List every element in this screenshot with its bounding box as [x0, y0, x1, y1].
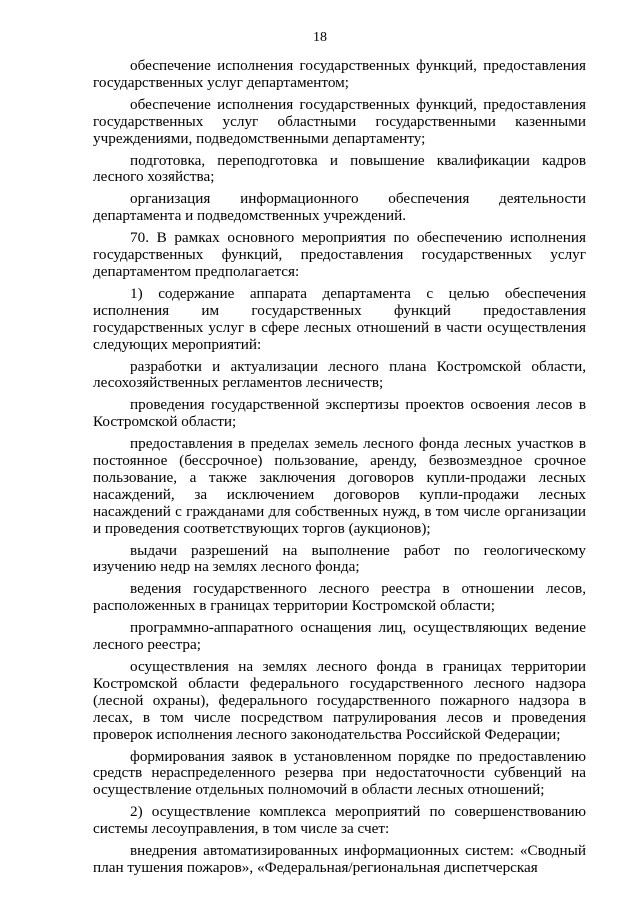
paragraph: ведения государственного лесного реестра в отношении лесов, расположенных в границах территории Костромской области; [93, 580, 586, 615]
paragraph: 70. В рамках основного мероприятия по обеспечению исполнения государственных функций, предоставления государственных услуг департаментом предполагается: [93, 229, 586, 280]
paragraph: организация информационного обеспечения деятельности департамента и подведомственных учреждений. [93, 190, 586, 225]
paragraph: осуществления на землях лесного фонда в границах территории Костромской области федерального государственного лесного надзора (лесной охраны), федерального государственного пожарного надзора в лесах, в том числе посредством патрулирования лесов и проведения проверок исполнения лесного законодательства Российской Федерации; [93, 658, 586, 743]
document-body [93, 58, 586, 882]
paragraph: проведения государственной экспертизы проектов освоения лесов в Костромской области; [93, 396, 586, 431]
paragraph: выдачи разрешений на выполнение работ по геологическому изучению недр на землях лесного фонда; [93, 541, 586, 576]
paragraph: формирования заявок в установленном порядке по предоставлению средств нераспределенного резерва при недостаточности субвенций на осуществление отдельных полномочий в области лесных отношений; [93, 747, 586, 799]
paragraph: подготовка, переподготовка и повышение квалификации кадров лесного хозяйства; [93, 151, 586, 186]
paragraph: предоставления в пределах земель лесного фонда лесных участков в постоянное (бессрочное) пользование, аренду, безвозмездное срочное пользование, а также заключения договоров купли-продажи лесных насаждений, за исключением договоров купли-продажи лесных насаждений с гражданами для собственных нужд, в том числе организации и проведения соответствующих торгов (аукционов); [93, 435, 586, 537]
paragraph: обеспечение исполнения государственных функций, предоставления государственных услуг департаментом; [93, 57, 586, 91]
paragraph: 2) осуществление комплекса мероприятий по совершенствованию системы лесоуправления, в том числе за счет: [93, 803, 586, 838]
paragraph: разработки и актуализации лесного плана Костромской области, лесохозяйственных регламентов лесничеств; [93, 357, 586, 392]
page-number: 18 [313, 30, 327, 45]
paragraph: 1) содержание аппарата департамента с целью обеспечения исполнения им государственных функций предоставления государственных услуг в сфере лесных отношений в части осуществления следующих мероприятий: [93, 284, 586, 353]
paragraph: внедрения автоматизированных информационных систем: «Сводный план тушения пожаров», «Федеральная/региональная диспетчерская [93, 842, 586, 876]
paragraph: обеспечение исполнения государственных функций, предоставления государственных услуг областными государственными казенными учреждениями, подведомственными департаменту; [93, 95, 586, 147]
paragraph: программно-аппаратного оснащения лиц, осуществляющих ведение лесного реестра; [93, 619, 586, 654]
